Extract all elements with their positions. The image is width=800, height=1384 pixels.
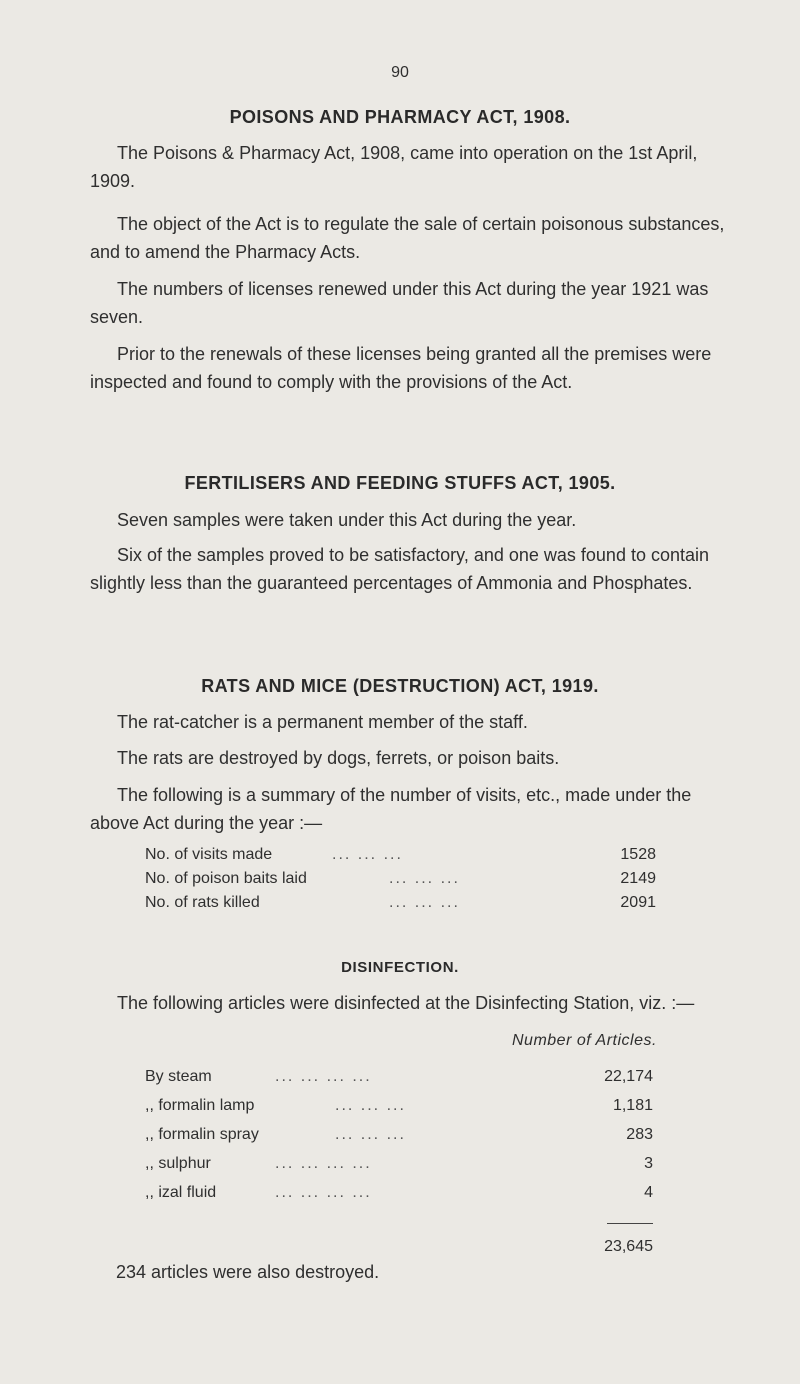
leader-dots: ... ... ... (335, 1126, 406, 1143)
row-label: ,, formalin spray (145, 1126, 259, 1143)
poisons-paragraph-1: The Poisons & Pharmacy Act, 1908, came into operation on the 1st April, 1909. (90, 143, 698, 191)
row-label: No. of visits made (145, 846, 273, 863)
row-value: 2149 (620, 870, 656, 887)
rats-heading: RATS AND MICE (DESTRUCTION) ACT, 1919. (201, 676, 599, 696)
row-value: 1528 (620, 846, 656, 863)
column-header: Number of Articles. (512, 1032, 657, 1049)
leader-dots: ... ... ... (335, 1097, 406, 1114)
total-rule (607, 1223, 653, 1224)
rats-paragraph-3: The following is a summary of the number of visits, etc., made under the above Act during the year :— (90, 785, 692, 833)
row-value: 2091 (620, 894, 656, 911)
row-value: 22,174 (604, 1068, 653, 1085)
leader-dots: ... ... ... (389, 870, 460, 887)
row-label: By steam (145, 1068, 212, 1085)
row-value: 283 (626, 1126, 653, 1143)
disinfection-paragraph-1: The following articles were disinfected at the Disinfecting Station, viz. :— (117, 993, 695, 1013)
row-value: 3 (644, 1155, 653, 1172)
total-value: 23,645 (604, 1238, 653, 1255)
leader-dots: ... ... ... (332, 846, 403, 863)
row-value: 1,181 (612, 1097, 653, 1114)
row-value: 4 (644, 1184, 653, 1201)
rats-paragraph-1: The rat-catcher is a permanent member of the staff. (117, 712, 528, 732)
poisons-paragraph-4: Prior to the renewals of these licenses being granted all the premises were inspected and found to comply with the provisions of the Act. (90, 344, 712, 392)
row-label: ,, sulphur (145, 1155, 211, 1172)
row-label: No. of rats killed (145, 894, 260, 911)
row-label: ,, izal fluid (145, 1184, 217, 1201)
leader-dots: ... ... ... ... (275, 1068, 372, 1085)
poisons-heading: POISONS AND PHARMACY ACT, 1908. (229, 107, 571, 127)
row-label: ,, formalin lamp (145, 1097, 255, 1114)
rats-paragraph-2: The rats are destroyed by dogs, ferrets, or poison baits. (117, 748, 560, 768)
fertilisers-heading: FERTILISERS AND FEEDING STUFFS ACT, 1905. (184, 473, 616, 493)
poisons-paragraph-3: The numbers of licenses renewed under this Act during the year 1921 was seven. (90, 279, 709, 327)
destroyed-note: 234 articles were also destroyed. (116, 1262, 380, 1282)
fertilisers-paragraph-1: Seven samples were taken under this Act during the year. (117, 510, 577, 530)
leader-dots: ... ... ... (389, 894, 460, 911)
page-number: 90 (391, 64, 409, 81)
fertilisers-paragraph-2: Six of the samples proved to be satisfactory, and one was found to contain slightly less than the guaranteed percentages of Ammonia and Phosphates. (90, 545, 710, 593)
leader-dots: ... ... ... ... (275, 1184, 372, 1201)
leader-dots: ... ... ... ... (275, 1155, 372, 1172)
row-label: No. of poison baits laid (145, 870, 307, 887)
poisons-paragraph-2: The object of the Act is to regulate the sale of certain poisonous substances, and to amend the Pharmacy Acts. (90, 214, 725, 262)
disinfection-heading: DISINFECTION. (341, 959, 459, 976)
